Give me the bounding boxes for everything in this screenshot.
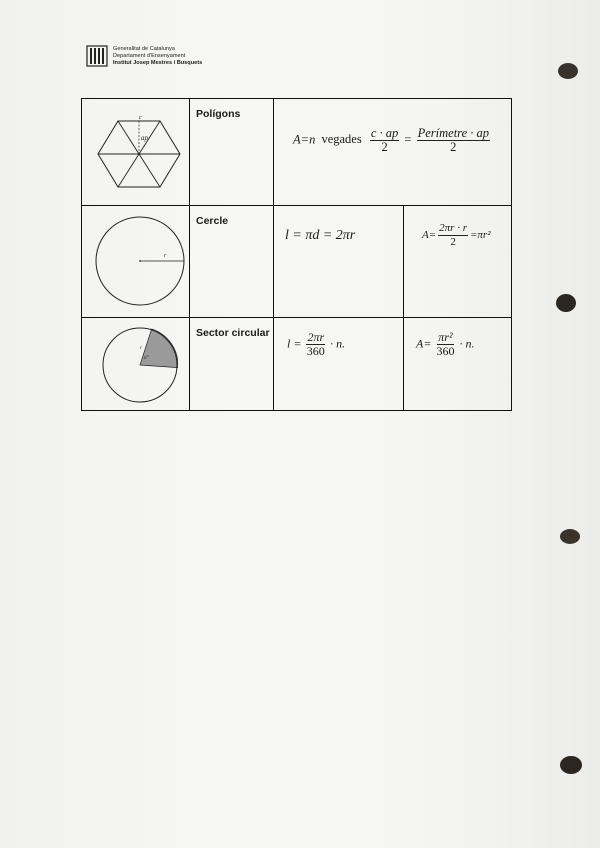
formula-word: vegades [321, 132, 362, 147]
sector-figure-icon [102, 327, 178, 403]
denominator: 360 [306, 344, 325, 358]
fraction [370, 127, 399, 154]
numerator: πr² [438, 330, 453, 344]
binder-hole-mark [558, 63, 578, 79]
sector-area-formula [416, 331, 474, 358]
binder-hole-mark [556, 294, 576, 312]
circle-area-formula [422, 222, 491, 249]
hexagon-figure-icon [97, 115, 181, 193]
formula-rhs: =πr² [469, 229, 491, 242]
table-divider [82, 205, 511, 206]
denominator: 2 [450, 236, 456, 248]
row-name-sector: Sector circular [196, 327, 270, 339]
denominator: 2 [450, 140, 457, 154]
binder-hole-mark [560, 529, 580, 544]
fraction [417, 127, 490, 154]
table-divider [189, 99, 190, 410]
formula-lhs: l = [287, 336, 302, 351]
fraction [438, 222, 468, 249]
side-label: c [139, 115, 142, 121]
formula-rhs: · n. [330, 336, 346, 351]
generalitat-logo-icon [86, 44, 108, 68]
numerator: 2πr · r [439, 222, 467, 234]
formula-table [81, 98, 512, 411]
formula-lhs: A= [416, 336, 432, 351]
numerator: c · ap [370, 126, 399, 140]
circle-length-formula: l = πd = 2πr [285, 228, 356, 243]
row-name-circle: Cercle [196, 215, 229, 227]
sector-length-formula [287, 331, 345, 358]
formula-lhs: A= [422, 229, 437, 242]
formula-lhs: A=n [293, 132, 316, 147]
binder-hole-mark [560, 756, 582, 774]
formula-rhs: · n. [459, 336, 475, 351]
sector-radius-label: r [140, 346, 142, 351]
radius-label: r [164, 253, 167, 259]
denominator: 360 [436, 344, 455, 358]
table-divider [273, 99, 274, 410]
denominator: 2 [381, 140, 388, 154]
header-line-3: Institut Josep Mestres i Busquets [113, 59, 203, 66]
numerator: Perímetre · ap [417, 126, 489, 140]
table-divider [82, 317, 511, 318]
row-name-polygons: Polígons [196, 108, 241, 120]
sector-angle-label: n° [144, 356, 149, 361]
polygon-area-formula [293, 127, 492, 154]
numerator: 2πr [307, 330, 325, 344]
fraction [306, 331, 325, 358]
letterhead [86, 44, 202, 68]
circle-figure-icon [94, 215, 186, 307]
header-line-1: Generalitat de Catalunya [113, 45, 175, 52]
apothem-label: ap [141, 134, 148, 142]
equals-sign: = [404, 132, 412, 147]
fraction [436, 331, 454, 358]
table-divider [403, 205, 404, 410]
header-line-2: Departament d'Ensenyament [113, 52, 186, 59]
